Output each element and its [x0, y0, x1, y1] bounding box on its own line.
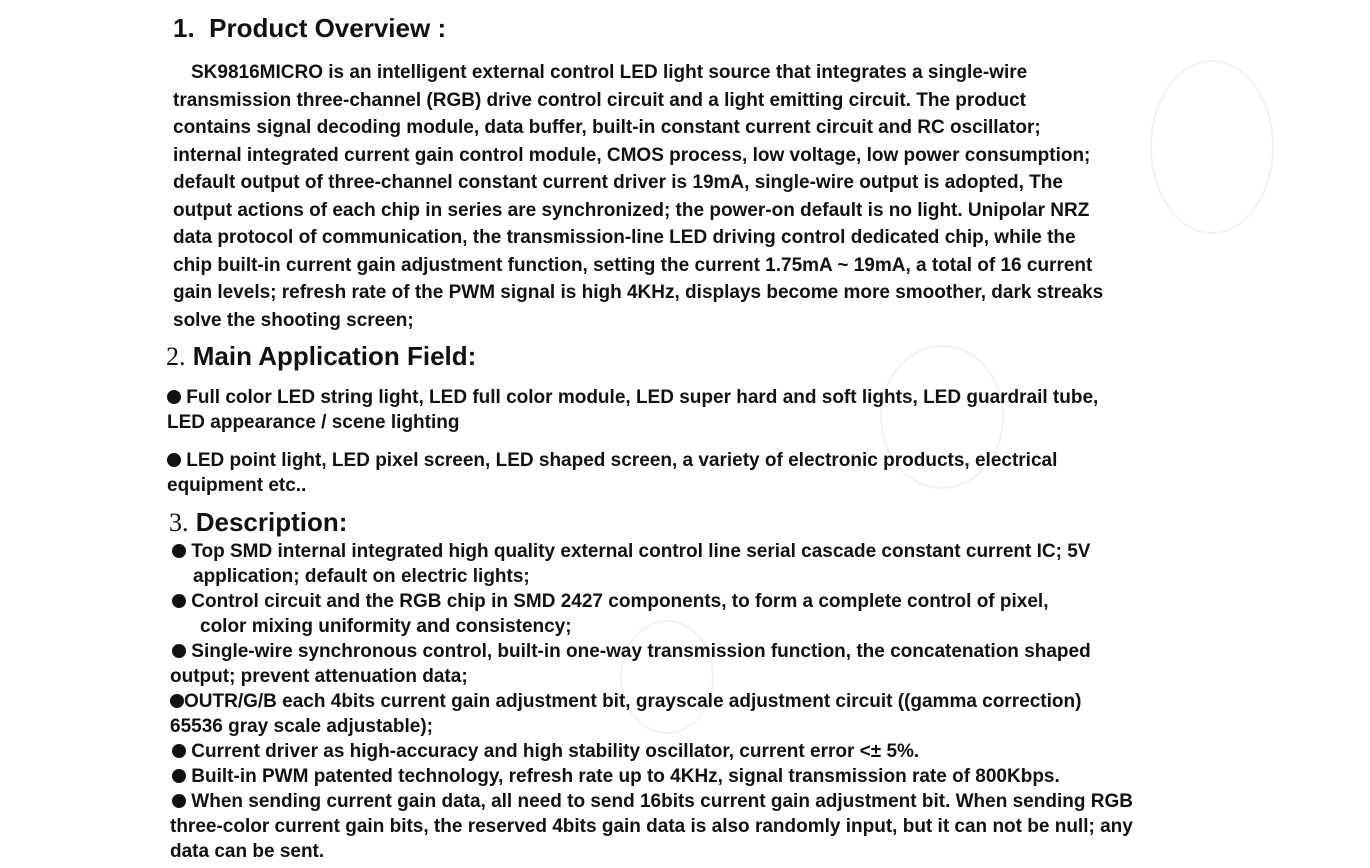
description-item — [170, 690, 1081, 714]
description-text: OUTR/G/B each 4bits current gain adjustment bit, grayscale adjustment circuit ((gamma correction) — [184, 691, 1082, 712]
description-line: 65536 gray scale adjustable); — [170, 716, 433, 737]
section-number: 3. — [169, 508, 189, 537]
section-heading-overview — [173, 13, 446, 43]
overview-line: solve the shooting screen; — [173, 310, 414, 331]
description-text: Built-in PWM patented technology, refresh rate up to 4KHz, signal transmission rate of 800Kbps. — [191, 766, 1060, 787]
description-item — [172, 790, 1133, 814]
bullet-icon — [172, 794, 186, 808]
application-text: LED point light, LED pixel screen, LED shaped screen, a variety of electronic products, electrical — [186, 450, 1058, 471]
overview-line: data protocol of communication, the transmission-line LED driving control dedicated chip, while the — [173, 227, 1076, 248]
description-text: Current driver as high-accuracy and high stability oscillator, current error <± 5%. — [191, 741, 920, 762]
overview-line: chip built-in current gain adjustment function, setting the current 1.75mA ~ 19mA, a total of 16 current — [173, 255, 1093, 276]
section-heading-application — [166, 341, 476, 372]
bullet-icon — [172, 594, 186, 608]
watermark-logo — [1150, 60, 1274, 234]
section-heading-description — [169, 507, 347, 538]
section-title: Description: — [195, 507, 348, 537]
description-text: Single-wire synchronous control, built-in one-way transmission function, the concatenation shaped — [191, 641, 1091, 662]
description-line: three-color current gain bits, the reserved 4bits gain data is also randomly input, but it can not be null; any — [170, 816, 1133, 837]
description-item — [172, 640, 1091, 664]
description-text: Control circuit and the RGB chip in SMD 2427 components, to form a complete control of pixel, — [191, 591, 1049, 612]
bullet-icon — [167, 453, 181, 467]
description-item — [172, 765, 1060, 789]
application-item — [167, 449, 1057, 473]
overview-line: contains signal decoding module, data buffer, built-in constant current circuit and RC oscillator; — [173, 117, 1041, 138]
section-title: Main Application Field: — [192, 341, 477, 371]
bullet-icon — [172, 544, 186, 558]
application-line: LED appearance / scene lighting — [167, 412, 460, 433]
description-item — [172, 740, 919, 764]
overview-line: output actions of each chip in series are synchronized; the power-on default is no light. Unipolar NRZ — [173, 200, 1090, 221]
section-number: 2. — [166, 342, 186, 371]
application-line: equipment etc.. — [167, 475, 307, 496]
overview-line: transmission three-channel (RGB) drive control circuit and a light emitting circuit. The product — [173, 90, 1026, 111]
application-item — [167, 386, 1098, 410]
overview-line: gain levels; refresh rate of the PWM signal is high 4KHz, displays become more smoother, dark streaks — [173, 282, 1104, 303]
overview-line: internal integrated current gain control module, CMOS process, low voltage, low power consumption; — [173, 145, 1091, 166]
description-line: data can be sent. — [170, 841, 325, 862]
description-item — [172, 590, 1049, 614]
overview-line: default output of three-channel constant current driver is 19mA, single-wire output is adopted, The — [173, 172, 1063, 193]
bullet-icon — [167, 390, 181, 404]
description-line: output; prevent attenuation data; — [170, 666, 468, 687]
description-item — [172, 540, 1090, 564]
description-text: Top SMD internal integrated high quality external control line serial cascade constant current IC; 5V — [191, 541, 1091, 562]
bullet-icon — [172, 769, 186, 783]
description-line: application; default on electric lights; — [193, 566, 530, 587]
overview-line: SK9816MICRO is an intelligent external control LED light source that integrates a single-wire — [191, 62, 1028, 83]
bullet-icon — [170, 694, 184, 708]
bullet-icon — [172, 644, 186, 658]
description-line: color mixing uniformity and consistency; — [200, 616, 572, 637]
section-title: Product Overview : — [209, 13, 447, 43]
bullet-icon — [172, 744, 186, 758]
description-text: When sending current gain data, all need to send 16bits current gain adjustment bit. When sending RGB — [191, 791, 1133, 812]
watermark-logo — [620, 620, 714, 734]
application-text: Full color LED string light, LED full color module, LED super hard and soft lights, LED guardrail tube, — [186, 387, 1099, 408]
section-number: 1. — [173, 13, 195, 43]
